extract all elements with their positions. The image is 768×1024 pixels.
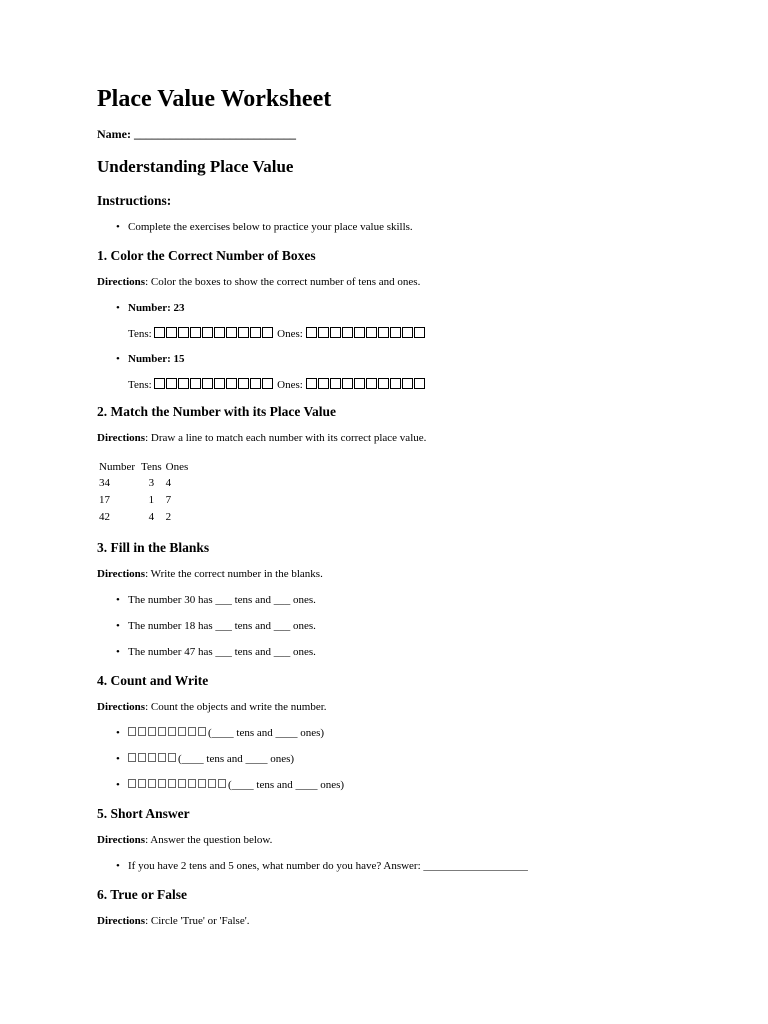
directions [97,431,697,446]
box-row [128,326,697,342]
color-box[interactable] [390,378,401,389]
color-box[interactable] [166,327,177,338]
object-box-icon [158,727,166,736]
ones-boxes[interactable] [306,328,426,340]
table-row [97,492,206,509]
color-box[interactable] [262,327,273,338]
color-box[interactable] [226,327,237,338]
color-box[interactable] [366,378,377,389]
worksheet-page [97,84,697,929]
subtitle: Understanding Place Value [97,157,294,176]
object-box-icon [138,779,146,788]
object-box-icon [158,779,166,788]
object-box-icon [178,779,186,788]
directions [97,275,697,290]
directions-text: : Circle 'True' or 'False'. [145,915,250,927]
list-item: • The number 30 has ___ tens and ___ ones. [128,593,697,608]
directions-label: Directions [97,701,146,713]
section-heading: 3. Fill in the Blanks [97,540,210,555]
color-box[interactable] [402,327,413,338]
object-box-icon [218,779,226,788]
color-box[interactable] [166,378,177,389]
section-heading: 1. Color the Correct Number of Boxes [97,248,316,263]
instructions-section [97,192,697,235]
object-box-icon [188,727,196,736]
directions-label: Directions [97,834,146,846]
color-box[interactable] [154,378,165,389]
section-match [97,403,697,526]
color-box[interactable] [414,378,425,389]
section-count-write [97,672,697,793]
color-box[interactable] [390,327,401,338]
tens-label: Tens: [128,379,152,391]
directions-text: : Answer the question below. [145,834,273,846]
object-box-icon [128,779,136,788]
color-box[interactable] [414,327,425,338]
list-item: • Complete the exercises below to practice your place value skills. [128,220,697,235]
object-boxes [128,779,228,791]
count-item [128,726,697,741]
directions [97,700,697,715]
directions-label: Directions [97,276,146,288]
object-box-icon [158,753,166,762]
object-box-icon [128,753,136,762]
color-box[interactable] [154,327,165,338]
object-box-icon [138,753,146,762]
color-box[interactable] [262,378,273,389]
color-box[interactable] [366,327,377,338]
column-header: Ones [165,461,189,473]
color-box[interactable] [214,327,225,338]
object-box-icon [208,779,216,788]
color-box[interactable] [202,327,213,338]
count-answer: (____ tens and ____ ones) [208,727,325,739]
instructions-heading: Instructions: [97,193,172,208]
place-value-table [97,459,206,526]
color-box[interactable] [178,327,189,338]
ones-label: Ones: [277,328,303,340]
directions-text: : Write the correct number in the blanks. [145,568,323,580]
color-box[interactable] [378,378,389,389]
directions-text: : Draw a line to match each number with its correct place value. [145,432,427,444]
ones-label: Ones: [277,379,303,391]
color-box[interactable] [238,327,249,338]
color-box[interactable] [250,327,261,338]
section-heading: 5. Short Answer [97,806,190,821]
color-box[interactable] [330,327,341,338]
directions-label: Directions [97,432,146,444]
section-heading: 4. Count and Write [97,673,209,688]
color-box[interactable] [354,378,365,389]
color-box[interactable] [306,327,317,338]
name-field [97,126,697,142]
object-boxes [128,727,208,739]
color-box[interactable] [330,378,341,389]
object-box-icon [148,727,156,736]
number-item [128,301,697,316]
number-label: Number: 23 [128,302,185,314]
number-item [128,352,697,367]
color-box[interactable] [318,327,329,338]
directions-label: Directions [97,568,146,580]
color-box[interactable] [342,378,353,389]
table-cell: 17 [99,494,110,506]
object-box-icon [178,727,186,736]
count-item [128,778,697,793]
table-row [97,509,206,526]
color-box[interactable] [190,378,201,389]
object-box-icon [198,779,206,788]
color-box[interactable] [306,378,317,389]
color-box[interactable] [226,378,237,389]
color-box[interactable] [190,327,201,338]
object-boxes [128,753,178,765]
table-cell: 3 [148,477,155,489]
column-header: Number [99,461,136,473]
object-box-icon [198,727,206,736]
list-item: • If you have 2 tens and 5 ones, what number do you have? Answer: ___________________ [128,859,697,874]
section-fill-blanks [97,539,697,660]
directions-text: : Count the objects and write the number. [145,701,327,713]
color-box[interactable] [202,378,213,389]
list-item: • The number 18 has ___ tens and ___ ones. [128,619,697,634]
section-color-boxes [97,247,697,393]
object-box-icon [148,753,156,762]
table-cell: 1 [148,494,155,506]
object-box-icon [168,753,176,762]
directions-label: Directions [97,915,146,927]
object-box-icon [188,779,196,788]
section-heading: 2. Match the Number with its Place Value [97,404,336,419]
section-heading: 6. True or False [97,887,187,902]
section-true-false [97,886,697,929]
color-box[interactable] [214,378,225,389]
object-box-icon [148,779,156,788]
section-short-answer [97,805,697,874]
count-answer: (____ tens and ____ ones) [178,753,295,765]
column-header: Tens [141,461,162,473]
color-box[interactable] [238,378,249,389]
object-box-icon [138,727,146,736]
box-row [128,377,697,393]
color-box[interactable] [342,327,353,338]
page-title: Place Value Worksheet [97,86,332,112]
table-row [97,475,206,492]
name-label: Name: [97,127,131,141]
number-label: Number: 15 [128,353,185,365]
table-cell: 2 [165,511,172,523]
directions [97,833,697,848]
table-cell: 4 [148,511,155,523]
name-blank[interactable]: ___________________________ [133,127,296,141]
table-cell: 34 [99,477,110,489]
directions [97,567,697,582]
color-box[interactable] [402,378,413,389]
table-cell: 7 [165,494,172,506]
color-box[interactable] [250,378,261,389]
count-item [128,752,697,767]
color-box[interactable] [178,378,189,389]
object-box-icon [128,727,136,736]
color-box[interactable] [354,327,365,338]
list-item: • The number 47 has ___ tens and ___ ones. [128,645,697,660]
directions-text: : Color the boxes to show the correct number of tens and ones. [145,276,421,288]
tens-boxes[interactable] [154,328,274,340]
table-cell: 42 [99,511,110,523]
ones-boxes[interactable] [306,379,426,391]
tens-label: Tens: [128,328,152,340]
tens-boxes[interactable] [154,379,274,391]
object-box-icon [168,779,176,788]
color-box[interactable] [318,378,329,389]
count-answer: (____ tens and ____ ones) [228,779,345,791]
color-box[interactable] [378,327,389,338]
directions [97,914,697,929]
table-cell: 4 [165,477,172,489]
object-box-icon [168,727,176,736]
